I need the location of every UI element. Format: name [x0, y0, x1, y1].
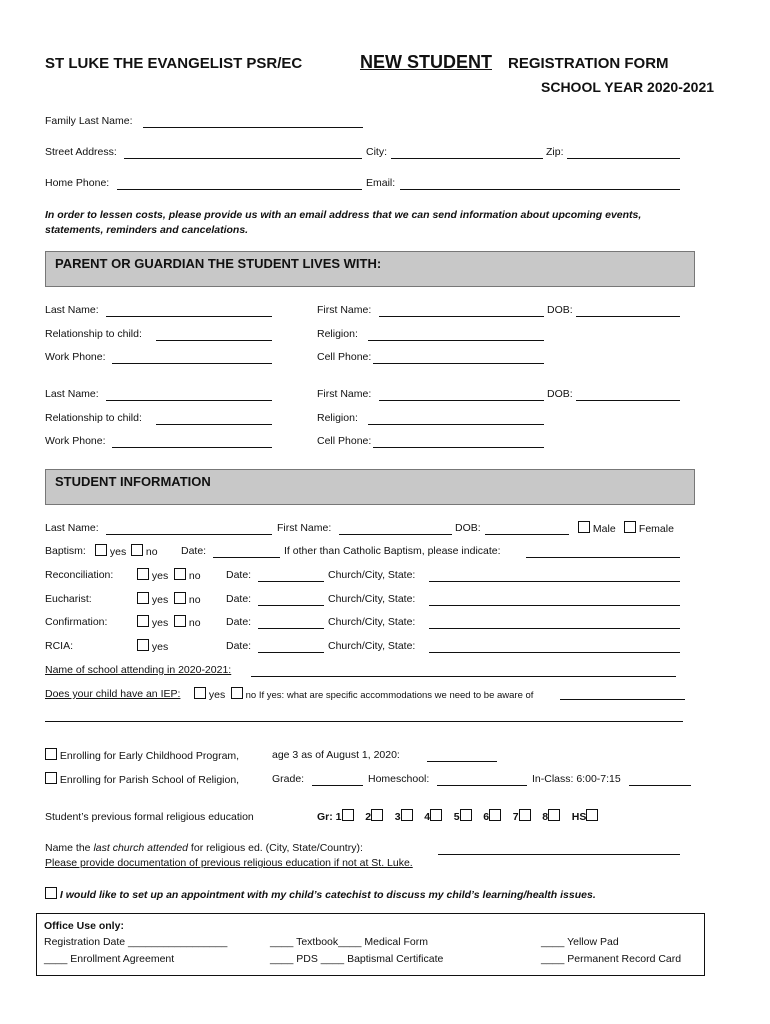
reconciliation-no-checkbox[interactable]	[174, 568, 186, 580]
other-baptism-field[interactable]	[526, 557, 680, 558]
email-field[interactable]	[400, 189, 680, 190]
school-year: SCHOOL YEAR 2020-2021	[541, 79, 715, 95]
baptism-no-label: no	[145, 546, 158, 558]
homeschool-label: Homeschool:	[368, 773, 430, 785]
parent1-dob-field[interactable]	[576, 316, 680, 317]
zip-label: Zip:	[546, 146, 564, 158]
grade-6-label: 6	[483, 811, 490, 823]
confirmation-church-field[interactable]	[429, 628, 680, 629]
grade-8[interactable]	[542, 811, 560, 823]
eucharist-date-label: Date:	[226, 593, 252, 605]
parent2-cell-phone-field[interactable]	[373, 447, 544, 448]
city-label: City:	[366, 146, 387, 158]
parish-school-checkbox[interactable]	[45, 772, 57, 784]
last-church-post: for religious ed. (City, State/Country):	[188, 842, 363, 854]
student-dob-field[interactable]	[485, 534, 569, 535]
early-childhood-label: Enrolling for Early Childhood Program,	[59, 750, 240, 762]
reconciliation-church-field[interactable]	[429, 581, 680, 582]
registration-date-label: Registration Date	[44, 936, 126, 948]
baptism-yes[interactable]	[95, 544, 126, 558]
grade-5-checkbox[interactable]	[460, 809, 472, 821]
office-use-title: Office Use only:	[44, 920, 124, 932]
parent1-dob-label: DOB:	[547, 304, 573, 316]
confirmation-date-field[interactable]	[258, 628, 324, 629]
parent2-work-phone-label: Work Phone:	[45, 435, 106, 447]
baptism-date-field[interactable]	[213, 557, 280, 558]
pds-baptismal-item: ____ PDS ____ Baptismal Certificate	[270, 953, 444, 965]
parent1-religion-field[interactable]	[368, 340, 544, 341]
last-church-italic: last church attended	[93, 842, 189, 854]
textbook-label: Textbook	[296, 936, 339, 948]
appointment-option[interactable]	[45, 887, 596, 901]
zip-field[interactable]	[567, 158, 680, 159]
grade-checkboxes	[317, 809, 598, 823]
rcia-church-field[interactable]	[429, 652, 680, 653]
male-checkbox[interactable]	[578, 521, 590, 533]
iep-accommodations-field[interactable]	[560, 699, 685, 700]
reconciliation-no-label: no	[188, 570, 201, 582]
parent2-first-name-field[interactable]	[379, 400, 544, 401]
parent1-cell-phone-label: Cell Phone:	[317, 351, 372, 363]
grade-7-label: 7	[512, 811, 519, 823]
parent2-last-name-field[interactable]	[106, 400, 272, 401]
male-option[interactable]	[578, 521, 616, 535]
female-checkbox[interactable]	[624, 521, 636, 533]
eucharist-yes-label: yes	[151, 594, 169, 606]
baptism-date-label: Date:	[181, 545, 207, 557]
eucharist-label: Eucharist:	[45, 593, 92, 605]
reconciliation-date-label: Date:	[226, 569, 252, 581]
baptism-yes-checkbox[interactable]	[95, 544, 107, 556]
baptismal-label: Baptismal Certificate	[347, 953, 444, 965]
rcia-yes-checkbox[interactable]	[137, 639, 149, 651]
parent1-work-phone-field[interactable]	[112, 363, 272, 364]
confirmation-yes-label: yes	[151, 617, 169, 629]
grade-4[interactable]	[424, 811, 442, 823]
eucharist-no-checkbox[interactable]	[174, 592, 186, 604]
rcia-label: RCIA:	[45, 640, 74, 652]
male-label: Male	[592, 523, 616, 535]
medical-label: Medical Form	[364, 936, 429, 948]
parent1-work-phone-label: Work Phone:	[45, 351, 106, 363]
family-last-name-field[interactable]	[143, 127, 363, 128]
rcia-date-label: Date:	[226, 640, 252, 652]
enrollment-item: ____ Enrollment Agreement	[44, 953, 175, 965]
documentation-note: Please provide documentation of previous religious education if not at St. Luke.	[45, 857, 413, 869]
school-name: ST LUKE THE EVANGELIST PSR/EC	[45, 55, 303, 72]
inclass-field[interactable]	[629, 785, 691, 786]
registration-date-item: Registration Date _________________	[44, 936, 228, 948]
reconciliation-date-field[interactable]	[258, 581, 324, 582]
parent-section-header	[45, 251, 695, 287]
grade-4-checkbox[interactable]	[430, 809, 442, 821]
parent1-last-name-field[interactable]	[106, 316, 272, 317]
street-label: Street Address:	[45, 146, 117, 158]
parent2-relationship-field[interactable]	[156, 424, 272, 425]
reconciliation-church-label: Church/City, State:	[328, 569, 416, 581]
rcia-date-field[interactable]	[258, 652, 324, 653]
textbook-medical-item: ____ Textbook____ Medical Form	[270, 936, 429, 948]
title-new-student: NEW STUDENT	[360, 52, 492, 72]
school-attending-label: Name of school attending in 2020-2021:	[45, 664, 232, 676]
confirmation-no-label: no	[188, 617, 201, 629]
eucharist-date-field[interactable]	[258, 605, 324, 606]
eucharist-church-label: Church/City, State:	[328, 593, 416, 605]
baptism-no[interactable]	[131, 544, 158, 558]
parent1-first-name-field[interactable]	[379, 316, 544, 317]
iep-followup-label: no If yes: what are specific accommodations we need to be aware of	[245, 690, 534, 701]
student-dob-label: DOB:	[455, 522, 481, 534]
parent2-cell-phone-label: Cell Phone:	[317, 435, 372, 447]
grade-1[interactable]	[317, 811, 354, 823]
baptism-label: Baptism:	[45, 545, 86, 557]
confirmation-no-checkbox[interactable]	[174, 615, 186, 627]
grade-5-label: 5	[453, 811, 460, 823]
confirmation-yes[interactable]	[137, 615, 168, 629]
grade-2[interactable]	[365, 811, 383, 823]
grade-8-label: 8	[542, 811, 549, 823]
last-church-field[interactable]	[438, 854, 680, 855]
pds-label: PDS	[296, 953, 318, 965]
reconciliation-no[interactable]	[174, 568, 201, 582]
eucharist-no-label: no	[188, 594, 201, 606]
rcia-church-label: Church/City, State:	[328, 640, 416, 652]
eucharist-no[interactable]	[174, 592, 201, 606]
grade-3-label: 3	[394, 811, 401, 823]
title-registration: REGISTRATION FORM	[508, 55, 669, 72]
grade-1-label: Gr: 1	[317, 811, 342, 823]
parent2-religion-label: Religion:	[317, 412, 358, 424]
email-label: Email:	[366, 177, 396, 189]
inclass-label: In-Class: 6:00-7:15	[532, 773, 621, 785]
parent1-last-name-label: Last Name:	[45, 304, 99, 316]
grade-2-checkbox[interactable]	[371, 809, 383, 821]
yellow-pad-label: Yellow Pad	[567, 936, 619, 948]
iep-yes-label: yes	[208, 689, 226, 701]
eucharist-church-field[interactable]	[429, 605, 680, 606]
previous-education-label: Student’s previous formal religious education	[45, 811, 254, 823]
female-label: Female	[638, 523, 674, 535]
confirmation-label: Confirmation:	[45, 616, 108, 628]
last-church-pre: Name the	[45, 842, 94, 854]
student-last-name-field[interactable]	[106, 534, 272, 535]
iep-no-checkbox[interactable]	[231, 687, 243, 699]
eucharist-yes[interactable]	[137, 592, 168, 606]
grade-8-checkbox[interactable]	[548, 809, 560, 821]
confirmation-church-label: Church/City, State:	[328, 616, 416, 628]
female-option[interactable]	[624, 521, 674, 535]
appointment-checkbox[interactable]	[45, 887, 57, 899]
home-phone-label: Home Phone:	[45, 177, 110, 189]
eucharist-yes-checkbox[interactable]	[137, 592, 149, 604]
enrollment-label: Enrollment Agreement	[70, 953, 175, 965]
iep-question: Does your child have an IEP:	[45, 688, 181, 700]
grade-5[interactable]	[454, 811, 472, 823]
parent2-dob-label: DOB:	[547, 388, 573, 400]
iep-accommodations-field-2[interactable]	[45, 721, 683, 722]
appointment-label: I would like to set up an appointment with my child’s catechist to discuss my child’s learning/health issues.	[59, 889, 596, 901]
parent2-religion-field[interactable]	[368, 424, 544, 425]
confirmation-date-label: Date:	[226, 616, 252, 628]
grade-hs[interactable]	[572, 811, 599, 823]
student-last-name-label: Last Name:	[45, 522, 99, 534]
parish-school-label: Enrolling for Parish School of Religion,	[59, 774, 240, 786]
last-church-label	[45, 842, 363, 854]
reconciliation-label: Reconciliation:	[45, 569, 114, 581]
grade-7[interactable]	[513, 811, 531, 823]
rcia-yes[interactable]	[137, 639, 168, 653]
grade-6-checkbox[interactable]	[489, 809, 501, 821]
grade-1-checkbox[interactable]	[342, 809, 354, 821]
baptism-yes-label: yes	[109, 546, 127, 558]
parent1-religion-label: Religion:	[317, 328, 358, 340]
parent2-dob-field[interactable]	[576, 400, 680, 401]
rcia-yes-label: yes	[151, 641, 169, 653]
grade-3[interactable]	[395, 811, 413, 823]
parent1-first-name-label: First Name:	[317, 304, 372, 316]
iep-yes[interactable]	[194, 687, 225, 701]
street-field[interactable]	[124, 158, 362, 159]
home-phone-field[interactable]	[117, 189, 362, 190]
grade-hs-label: HS	[571, 811, 587, 823]
baptism-no-checkbox[interactable]	[131, 544, 143, 556]
grade-hs-checkbox[interactable]	[586, 809, 598, 821]
confirmation-yes-checkbox[interactable]	[137, 615, 149, 627]
student-first-name-field[interactable]	[339, 534, 452, 535]
grade-2-label: 2	[365, 811, 372, 823]
yellow-pad-item: ____ Yellow Pad	[541, 936, 619, 948]
homeschool-field[interactable]	[437, 785, 527, 786]
grade-7-checkbox[interactable]	[519, 809, 531, 821]
student-first-name-label: First Name:	[277, 522, 332, 534]
parent2-relationship-label: Relationship to child:	[45, 412, 142, 424]
parish-school-option[interactable]	[45, 772, 239, 786]
reconciliation-yes[interactable]	[137, 568, 168, 582]
parent-section-title: PARENT OR GUARDIAN THE STUDENT LIVES WITH:	[55, 256, 382, 271]
grade-4-label: 4	[424, 811, 431, 823]
other-baptism-label: If other than Catholic Baptism, please indicate:	[284, 545, 501, 557]
email-notice: In order to lessen costs, please provide us with an email address that we can send information about upcoming events, statements, reminders and cancelations.	[45, 209, 642, 236]
student-section-title: STUDENT INFORMATION	[55, 474, 211, 489]
parent2-first-name-label: First Name:	[317, 388, 372, 400]
city-field[interactable]	[391, 158, 543, 159]
iep-no[interactable]	[231, 687, 533, 701]
grade-label: Grade:	[272, 773, 305, 785]
parent1-relationship-label: Relationship to child:	[45, 328, 142, 340]
student-section-header	[45, 469, 695, 505]
early-childhood-checkbox[interactable]	[45, 748, 57, 760]
parent2-work-phone-field[interactable]	[112, 447, 272, 448]
grade-6[interactable]	[483, 811, 501, 823]
early-childhood-option[interactable]	[45, 748, 239, 762]
age-label: age 3 as of August 1, 2020:	[272, 749, 400, 761]
reconciliation-yes-label: yes	[151, 570, 169, 582]
school-attending-field[interactable]	[251, 676, 676, 677]
grade-3-checkbox[interactable]	[401, 809, 413, 821]
age-field[interactable]	[427, 761, 497, 762]
grade-field[interactable]	[312, 785, 363, 786]
permanent-record-item: ____ Permanent Record Card	[541, 953, 682, 965]
parent1-relationship-field[interactable]	[156, 340, 272, 341]
parent1-cell-phone-field[interactable]	[373, 363, 544, 364]
reconciliation-yes-checkbox[interactable]	[137, 568, 149, 580]
confirmation-no[interactable]	[174, 615, 201, 629]
family-last-name-label: Family Last Name:	[45, 115, 133, 127]
parent2-last-name-label: Last Name:	[45, 388, 99, 400]
permanent-record-label: Permanent Record Card	[567, 953, 682, 965]
iep-yes-checkbox[interactable]	[194, 687, 206, 699]
